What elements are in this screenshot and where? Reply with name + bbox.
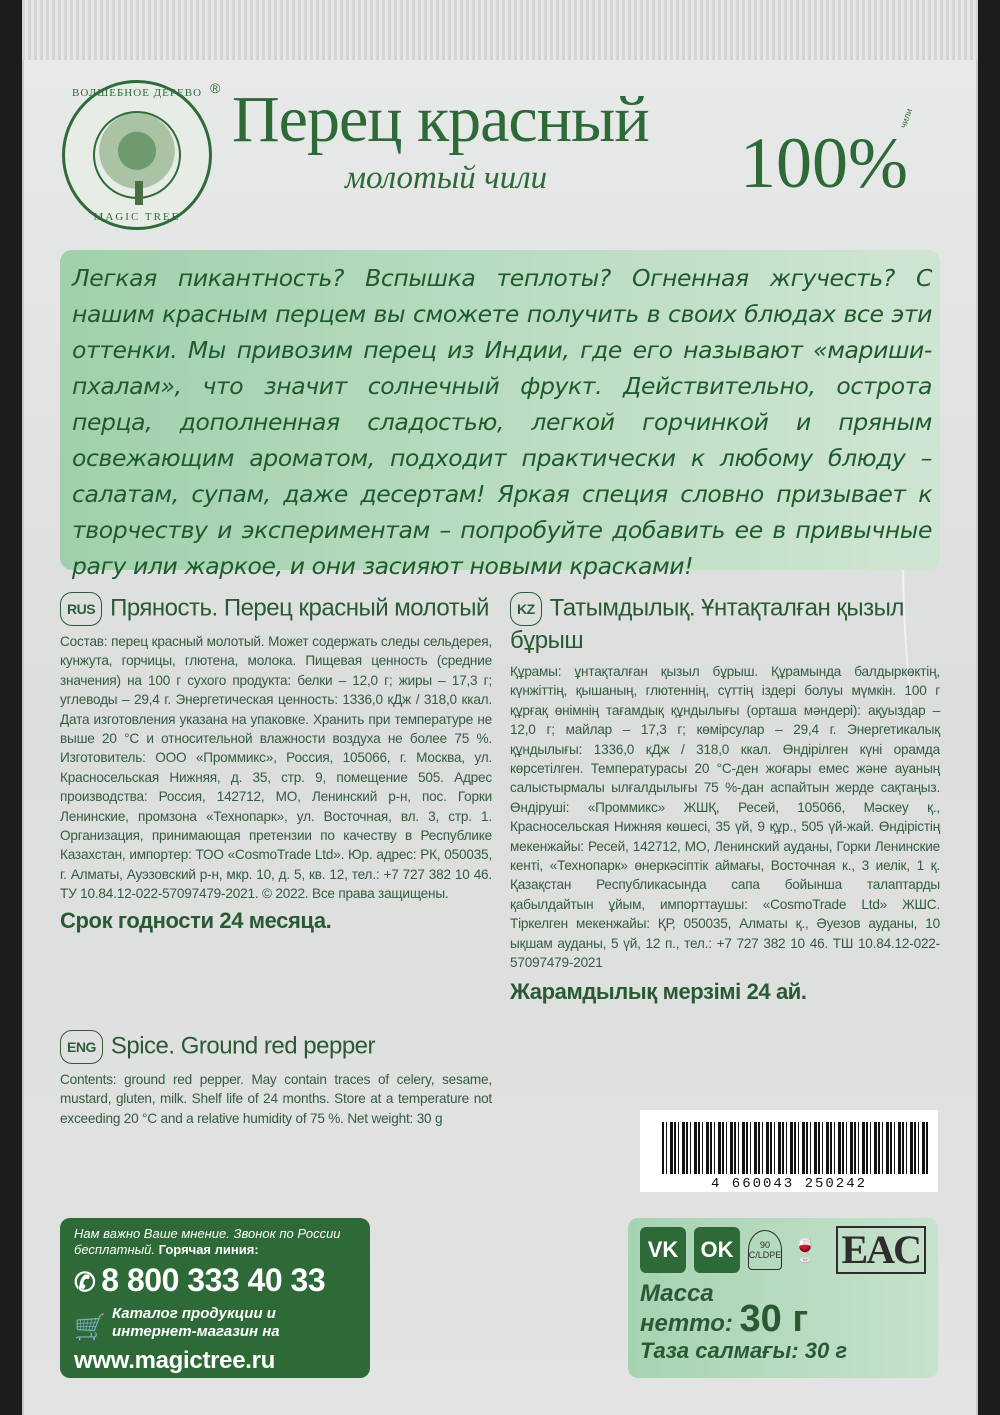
barcode-bars bbox=[662, 1122, 930, 1174]
rus-badge: RUS bbox=[60, 592, 102, 626]
tree-trunk-icon bbox=[135, 181, 143, 205]
recycle-icon: 90 C/LDPE bbox=[748, 1230, 782, 1270]
description-text: Легкая пикантность? Вспышка теплоты? Огненная жгучесть? С нашим красным перцем вы сможете получить в своих блюдах все эти оттенки. Мы привозим перец из Индии, где его называют «мариши-пхалам», что значит солнечный фрукт. Действительно, острота перца, дополненная сладостью, легкой горчинкой и пряным освежающим ароматом, подходит практически к любому блюду – салатам, супам, даже десертам! Яркая специя словно призывает к творчеству и экспериментам – попробуйте добавить ее в привычные рагу или жаркое, и они засияют новыми красками! bbox=[72, 264, 932, 580]
eac-icon: EAC bbox=[836, 1226, 926, 1274]
kz-badge: KZ bbox=[510, 592, 542, 626]
kz-section bbox=[510, 592, 940, 1005]
barcode-number: 4 660043 250242 bbox=[640, 1176, 938, 1192]
rus-body: Состав: перец красный молотый. Может содержать следы сельдерея, кунжута, горчицы, глютена, молока. Пищевая ценность (средние значения) на 100 г сухого продукта: белки – 12,0 г; жиры – 17,3 г; углеводы – 29,4 г. Энергетическая ценность: 1336,0 кДж / 318,0 ккал. Дата изготовления указана на упаковке. Хранить при температуре не выше 20 °С и относительной влажности воздуха не более 75 %. Изготовитель: ООО «Проммикс», Россия, 105066, г. Москва, ул. Красносельская Нижняя, д. 35, стр. 9, помещение 505. Адрес производства: Россия, 142712, МО, Ленинский р-н, пос. Горки Ленинские, промзона «Технопарк», ул. Восточная, вл. 3, стр. 1. Организация, принимающая претензии по качеству в Республике Казахстан, импортер: ТОО «CosmoTrade Ltd». Юр. адрес: РК, 050035, г. Алматы, Ауэзовский р-н, мкр. 10, д. 5, кв. 12, тел.: +7 727 382 10 46. ТУ 10.84.12-022-57097479-2021. © 2022. Все права защищены. bbox=[60, 634, 492, 902]
kz-title-text: Татымдылық. Ұнтақталған қызыл бұрыш bbox=[510, 594, 904, 654]
hotline-intro: Нам важно Ваше мнение. Звонок по России бесплатный. Горячая линия: bbox=[74, 1226, 341, 1257]
registered-mark: ® bbox=[210, 80, 221, 96]
hotline-phone[interactable]: ✆ 8 800 333 40 33 bbox=[74, 1262, 326, 1298]
kz-shelf-life: Жарамдылық мерзімі 24 ай. bbox=[510, 978, 807, 1004]
percent-badge: 100% bbox=[740, 123, 908, 203]
mass-label-1: Масса bbox=[640, 1280, 714, 1307]
mass-box bbox=[628, 1218, 938, 1378]
eng-title bbox=[60, 1030, 492, 1064]
eng-badge: ENG bbox=[60, 1030, 103, 1064]
eng-section bbox=[60, 1030, 492, 1128]
vk-icon[interactable]: VK bbox=[640, 1227, 686, 1273]
eng-title-text: Spice. Ground red pepper bbox=[110, 1032, 376, 1060]
rus-title bbox=[60, 592, 492, 626]
description-box bbox=[60, 250, 940, 580]
kz-body: Құрамы: ұнтақталған қызыл бұрыш. Құрамында балдыркөктің, күнжіттің, қышаның, глютеннің, сүттің іздері болуы мүмкін. 100 г құрғақ өнімнің тағамдық құндылығы (орташа мәндері): ақуыздар – 12,0 г; майлар – 17,3 г; көмірсулар – 29,4 г. Энергетикалық құндылығы: 1336,0 кДж / 318,0 ккал. Өндірілген күні орамда көрсетілген. Температурасы 20 °С-ден жоғары емес және ауаның салыстырмалы ылғалдылығы 75 %-дан аспайтын жерде сақтаңыз. Өндіруші: «Проммикс» ЖШҚ, Ресей, 105066, Мәскеу қ., Красносельская Нижняя көшесі, 35 үй, 9 құр., 505 үй-жай. Өндірістің мекенжайы: Ресей, 142712, МО, Ленинский ауданы, Горки Ленинские кенті, «Технопарк» өнеркәсіптік аймағы, Восточная к., 3 иелік, 1 қ. Қазақстан Республикасында сапа бойынша талаптарды қабылдайтын ұйым, импорттаушы: «CosmoTrade Ltd» ЖШС. Тіркелген мекенжайы: ҚР, 050035, Алматы қ., Әуезов ауданы, 10 ықшам ауданы, 5 үй, 12 п., тел.: +7 727 382 10 46. ТШ 10.84.12-022-57097479-2021 bbox=[510, 664, 940, 971]
brand-logo bbox=[62, 80, 212, 230]
mass-label-kz: Таза салмағы: 30 г bbox=[640, 1338, 848, 1363]
food-safe-icon: 🍷 bbox=[790, 1236, 820, 1264]
hotline-catalog: Каталог продукции и интернет-магазин на bbox=[112, 1305, 280, 1340]
product-title: Перец красный bbox=[232, 83, 649, 156]
percent-note: чили bbox=[898, 107, 915, 130]
hotline-label: Горячая линия: bbox=[158, 1242, 259, 1257]
logo-text-top: ВОЛШЕБНОЕ ДЕРЕВО bbox=[71, 87, 203, 99]
icon-row bbox=[640, 1226, 926, 1274]
website-link[interactable]: www.magictree.ru bbox=[74, 1347, 276, 1374]
rus-title-text: Пряность. Перец красный молотый bbox=[110, 594, 489, 622]
kz-title bbox=[510, 592, 940, 656]
package-seal bbox=[22, 0, 978, 60]
logo-text-bottom: MAGIC TREE bbox=[93, 211, 181, 223]
product-subtitle: молотый чили bbox=[345, 160, 548, 196]
rus-section bbox=[60, 592, 492, 934]
rus-shelf-life: Срок годности 24 месяца. bbox=[60, 907, 332, 933]
mass-value: 30 г bbox=[739, 1298, 809, 1340]
ok-icon[interactable]: OK bbox=[694, 1227, 740, 1273]
cart-icon: 🛒 bbox=[74, 1312, 107, 1342]
phone-icon: ✆ bbox=[74, 1267, 96, 1297]
eng-body: Contents: ground red pepper. May contain traces of celery, sesame, mustard, gluten, milk. Shelf life of 24 months. Store at a temperature not exceeding 20 °C and a relative humidity of 75 %. Net weight: 30 g bbox=[60, 1072, 492, 1126]
hotline-box bbox=[60, 1218, 370, 1378]
barcode bbox=[640, 1110, 938, 1192]
mass-label-2: нетто: 30 г bbox=[640, 1298, 809, 1340]
